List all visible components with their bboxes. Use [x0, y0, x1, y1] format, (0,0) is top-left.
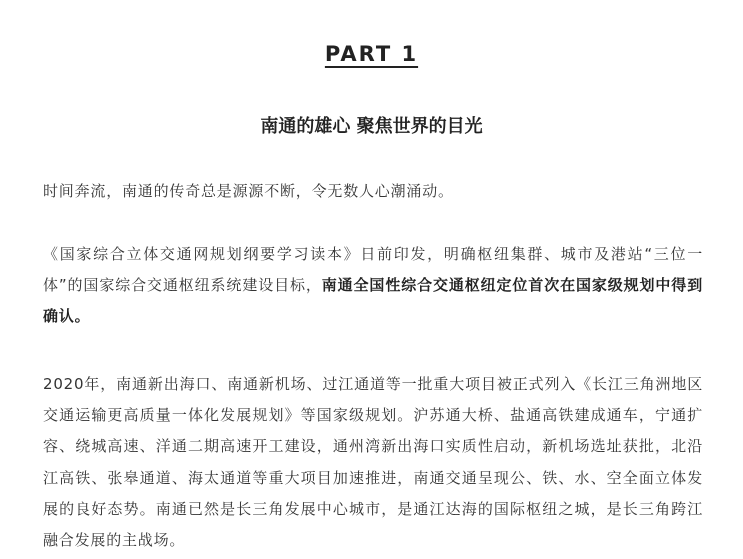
paragraph-intro: 时间奔流，南通的传奇总是源源不断，令无数人心潮涌动。 [43, 182, 454, 200]
part-heading [0, 40, 743, 68]
paragraph-plan-outline-emphasis: 南通全国性综合交通枢纽定位首次在国家级规划中得到确认。 [43, 276, 703, 326]
paragraph-plan-outline [43, 239, 703, 333]
part-heading-text: PART 1 [324, 42, 419, 66]
section-title: 南通的雄心 聚焦世界的目光 [260, 116, 483, 137]
paragraph-projects-2020: 2020年，南通新出海口、南通新机场、过江通道等一批重大项目被正式列入《长江三角洲地区交通运输更高质量一体化发展规划》等国家级规划。沪苏通大桥、盐通高铁建成通车，宁通扩容、绕城高速、洋通二期高速开工建设，通州湾新出海口实质性启动，新机场选址获批，北沿江高铁、张皋通道、海太通道等重大项目加速推进，南通交通呈现公、铁、水、空全面立体发展的良好态势。南通已然是长三角发展中心城市，是通江达海的国际枢纽之城，是长三角跨江融合发展的主战场。 [43, 375, 703, 550]
paragraph-plan-outline-text: 《国家综合立体交通网规划纲要学习读本》日前印发，明确枢纽集群、城市及港站“三位一体”的国家综合交通枢纽系统建设目标， [43, 245, 703, 295]
